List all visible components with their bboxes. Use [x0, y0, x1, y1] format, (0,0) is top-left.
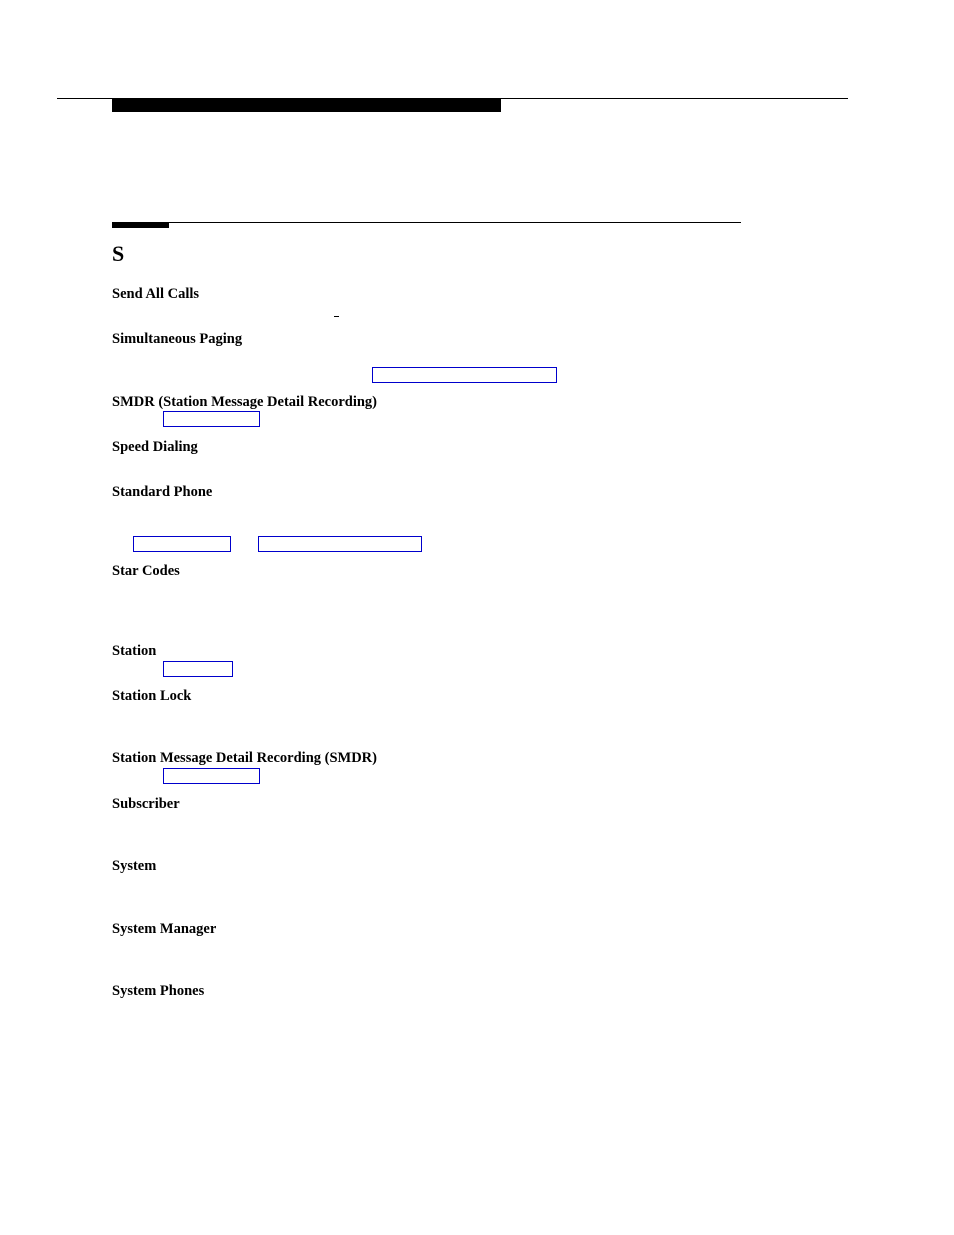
cross-reference-link[interactable]	[258, 536, 422, 552]
glossary-term-standard-phone: Standard Phone	[112, 484, 213, 500]
glossary-term-system-manager: System Manager	[112, 921, 217, 937]
cross-reference-link[interactable]	[163, 661, 233, 677]
glossary-term-simultaneous-paging: Simultaneous Paging	[112, 331, 243, 347]
cross-reference-link[interactable]	[163, 768, 260, 784]
glossary-term-star-codes: Star Codes	[112, 563, 180, 579]
glossary-term-station-message-detail-recording: Station Message Detail Recording (SMDR)	[112, 750, 377, 766]
glossary-term-send-all-calls: Send All Calls	[112, 286, 200, 302]
text-fragment-mark	[334, 316, 339, 317]
glossary-term-subscriber: Subscriber	[112, 796, 180, 812]
glossary-term-station-lock: Station Lock	[112, 688, 192, 704]
glossary-term-speed-dialing: Speed Dialing	[112, 439, 198, 455]
glossary-term-smdr: SMDR (Station Message Detail Recording)	[112, 394, 377, 410]
cross-reference-link[interactable]	[133, 536, 231, 552]
header-rule-thick	[112, 99, 501, 112]
glossary-term-system-phones: System Phones	[112, 983, 205, 999]
glossary-term-system: System	[112, 858, 157, 874]
cross-reference-link[interactable]	[163, 411, 260, 427]
section-letter: S	[112, 241, 125, 266]
glossary-term-station: Station	[112, 643, 157, 659]
section-rule-thin	[112, 222, 741, 223]
cross-reference-link[interactable]	[372, 367, 557, 383]
section-rule-thick	[112, 223, 169, 228]
